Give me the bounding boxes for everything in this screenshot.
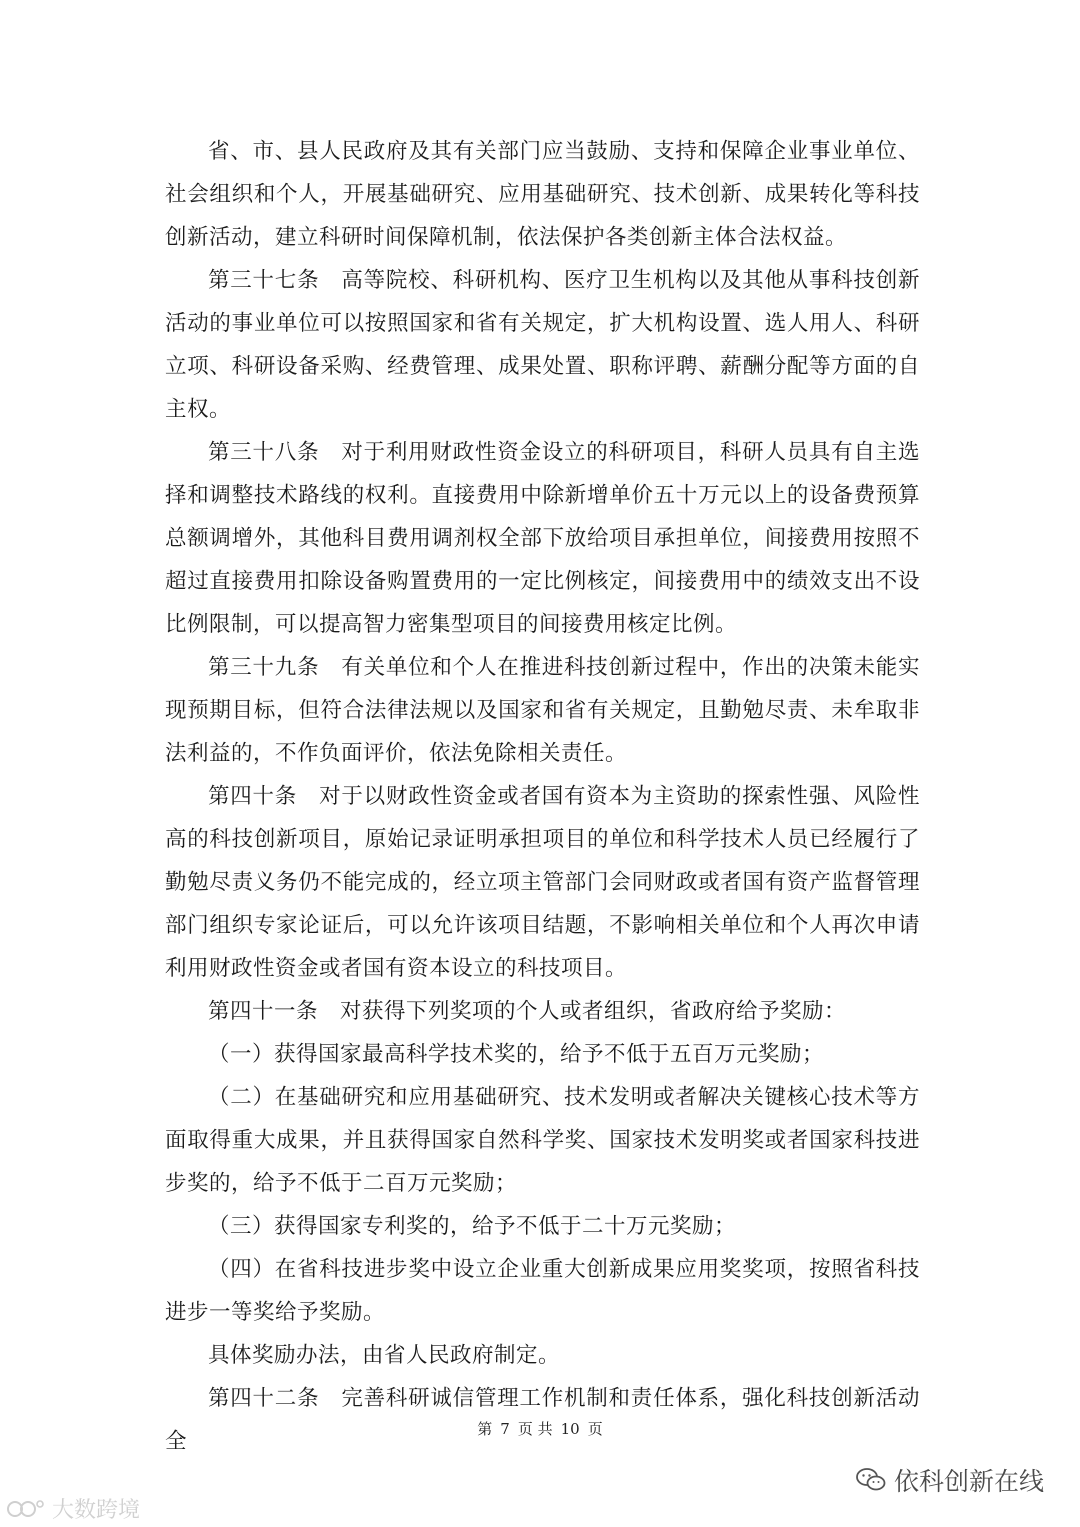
- article-number: 第四十一条: [208, 999, 319, 1024]
- paragraph: [165, 646, 920, 775]
- paragraph-text: 对于以财政性资金或者国有资本为主资助的探索性强、风险性高的科技创新项目，原始记录证明承担项目的单位和科学技术人员已经履行了勤勉尽责义务仍不能完成的，经立项主管部门会同财政或者国有资产监督管理部门组织专家论证后，可以允许该项目结题，不影响相关单位和个人再次申请利用财政性资金或者国有资本设立的科技项目。: [165, 784, 920, 981]
- watermark-logo-icon: [6, 1498, 46, 1520]
- paragraph-text: （一）获得国家最高科学技术奖的，给予不低于五百万元奖励；: [208, 1042, 825, 1067]
- paragraph: [165, 775, 920, 990]
- paragraph: [165, 431, 920, 646]
- article-number: 第四十条: [208, 784, 298, 809]
- paragraph-text: 对获得下列奖项的个人或者组织，省政府给予奖励：: [340, 999, 847, 1024]
- paragraph-text: 完善科研诚信管理工作机制和责任体系，强化科技创新活动全: [165, 1386, 920, 1454]
- total-page-number: 10: [560, 1420, 580, 1438]
- paragraph-text: 高等院校、科研机构、医疗卫生机构以及其他从事科技创新活动的事业单位可以按照国家和省有关规定，扩大机构设置、选人用人、科研立项、科研设备采购、经费管理、成果处置、职称评聘、薪酬分配等方面的自主权。: [165, 268, 920, 422]
- article-number: 第三十八条: [208, 440, 320, 465]
- watermark-account-text: 依科创新在线: [893, 1467, 1044, 1496]
- page-footer: [0, 1418, 1080, 1439]
- document-body: [165, 130, 920, 1463]
- footer-middle: 页 共: [517, 1420, 553, 1438]
- paragraph: [165, 1205, 920, 1248]
- paragraph-text: 对于利用财政性资金设立的科研项目，科研人员具有自主选择和调整技术路线的权利。直接费用中除新增单价五十万元以上的设备费预算总额调增外，其他科目费用调剂权全部下放给项目承担单位，间接费用按照不超过直接费用扣除设备购置费用的一定比例核定，间接费用中的绩效支出不设比例限制，可以提高智力密集型项目的间接费用核定比例。: [165, 440, 920, 637]
- paragraph-text: 具体奖励办法，由省人民政府制定。: [208, 1343, 561, 1368]
- paragraph: [165, 1248, 920, 1334]
- paragraph: [165, 990, 920, 1033]
- paragraph-text: 有关单位和个人在推进科技创新过程中，作出的决策未能实现预期目标，但符合法律法规以及国家和省有关规定，且勤勉尽责、未牟取非法利益的，不作负面评价，依法免除相关责任。: [165, 655, 920, 766]
- article-number: 第三十九条: [208, 655, 320, 680]
- footer-prefix: 第: [477, 1420, 493, 1438]
- watermark-account: [856, 1462, 1044, 1498]
- paragraph: [165, 130, 920, 259]
- wechat-icon: [856, 1467, 886, 1493]
- current-page-number: 7: [500, 1420, 510, 1438]
- paragraph: [165, 1334, 920, 1377]
- watermark-source: [6, 1493, 140, 1524]
- paragraph-text: （四）在省科技进步奖中设立企业重大创新成果应用奖奖项，按照省科技进步一等奖给予奖励。: [165, 1257, 920, 1325]
- footer-suffix: 页: [587, 1420, 603, 1438]
- paragraph: [165, 1076, 920, 1205]
- article-number: 第四十二条: [208, 1386, 320, 1411]
- paragraph-text: 省、市、县人民政府及其有关部门应当鼓励、支持和保障企业事业单位、社会组织和个人，开展基础研究、应用基础研究、技术创新、成果转化等科技创新活动，建立科研时间保障机制，依法保护各类创新主体合法权益。: [165, 139, 920, 250]
- paragraph: [165, 1033, 920, 1076]
- watermark-source-text: 大数跨境: [52, 1498, 141, 1523]
- paragraph-text: （三）获得国家专利奖的，给予不低于二十万元奖励；: [208, 1214, 737, 1239]
- paragraph-text: （二）在基础研究和应用基础研究、技术发明或者解决关键核心技术等方面取得重大成果，并且获得国家自然科学奖、国家技术发明奖或者国家科技进步奖的，给予不低于二百万元奖励；: [165, 1085, 920, 1196]
- paragraph: [165, 259, 920, 431]
- article-number: 第三十七条: [208, 268, 320, 293]
